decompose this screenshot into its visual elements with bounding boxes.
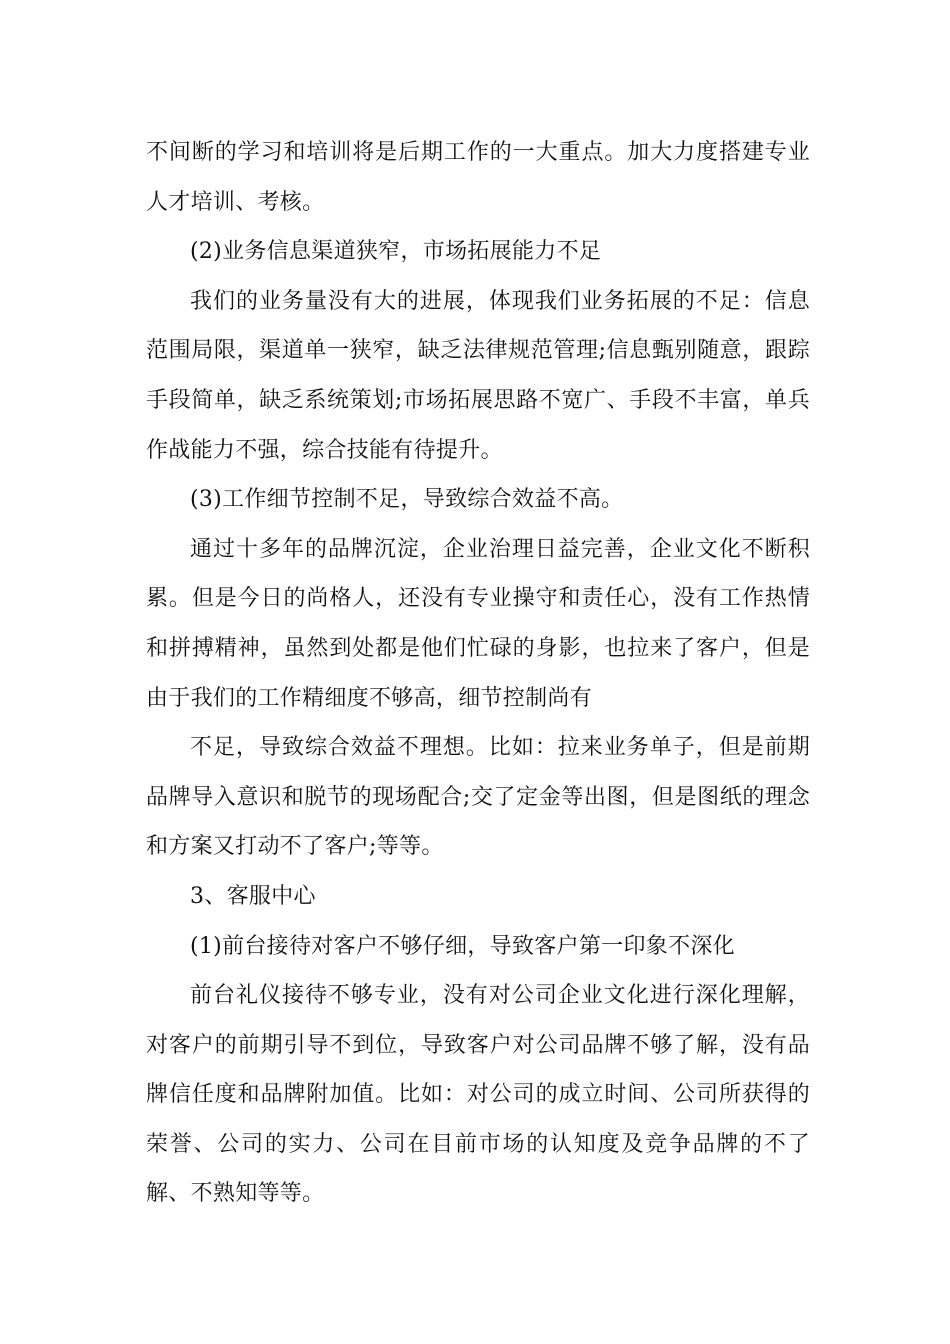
paragraph-brand-accumulation: 通过十多年的品牌沉淀，企业治理日益完善，企业文化不断积累。但是今日的尚格人，还没有专业操守和责任心，没有工作热情和拼搏精神，虽然到处都是他们忙碌的身影，也拉来了客户，但是由于我们的工作精细度不够高，细节控制尚有 (146, 536, 810, 711)
heading-customer-service: 3、客服中心 (190, 883, 316, 909)
heading-reception: (1)前台接待对客户不够仔细，导致客户第一印象不深化 (190, 933, 735, 959)
heading-detail-control: (3)工作细节控制不足，导致综合效益不高。 (190, 487, 624, 513)
paragraph-training: 不间断的学习和培训将是后期工作的一大重点。加大力度搭建专业人才培训、考核。 (146, 140, 810, 215)
paragraph-reception-etiquette: 前台礼仪接待不够专业，没有对公司企业文化进行深化理解，对客户的前期引导不到位，导致客户对公司品牌不够了解，没有品牌信任度和品牌附加值。比如：对公司的成立时间、公司所获得的荣誉、公司的实力、公司在目前市场的认知度及竞争品牌的不了解、不熟知等等。 (146, 983, 810, 1207)
heading-business-channels: (2)业务信息渠道狭窄，市场拓展能力不足 (190, 239, 602, 265)
document-body (146, 128, 810, 1219)
paragraph-business-expansion: 我们的业务量没有大的进展，体现我们业务拓展的不足：信息范围局限，渠道单一狭窄，缺乏法律规范管理;信息甄别随意，跟踪手段简单，缺乏系统策划;市场拓展思路不宽广、手段不丰富，单兵作战能力不强，综合技能有待提升。 (146, 288, 810, 463)
paragraph-insufficient-benefit: 不足，导致综合效益不理想。比如：拉来业务单子，但是前期品牌导入意识和脱节的现场配合;交了定金等出图，但是图纸的理念和方案又打动不了客户;等等。 (146, 735, 810, 860)
